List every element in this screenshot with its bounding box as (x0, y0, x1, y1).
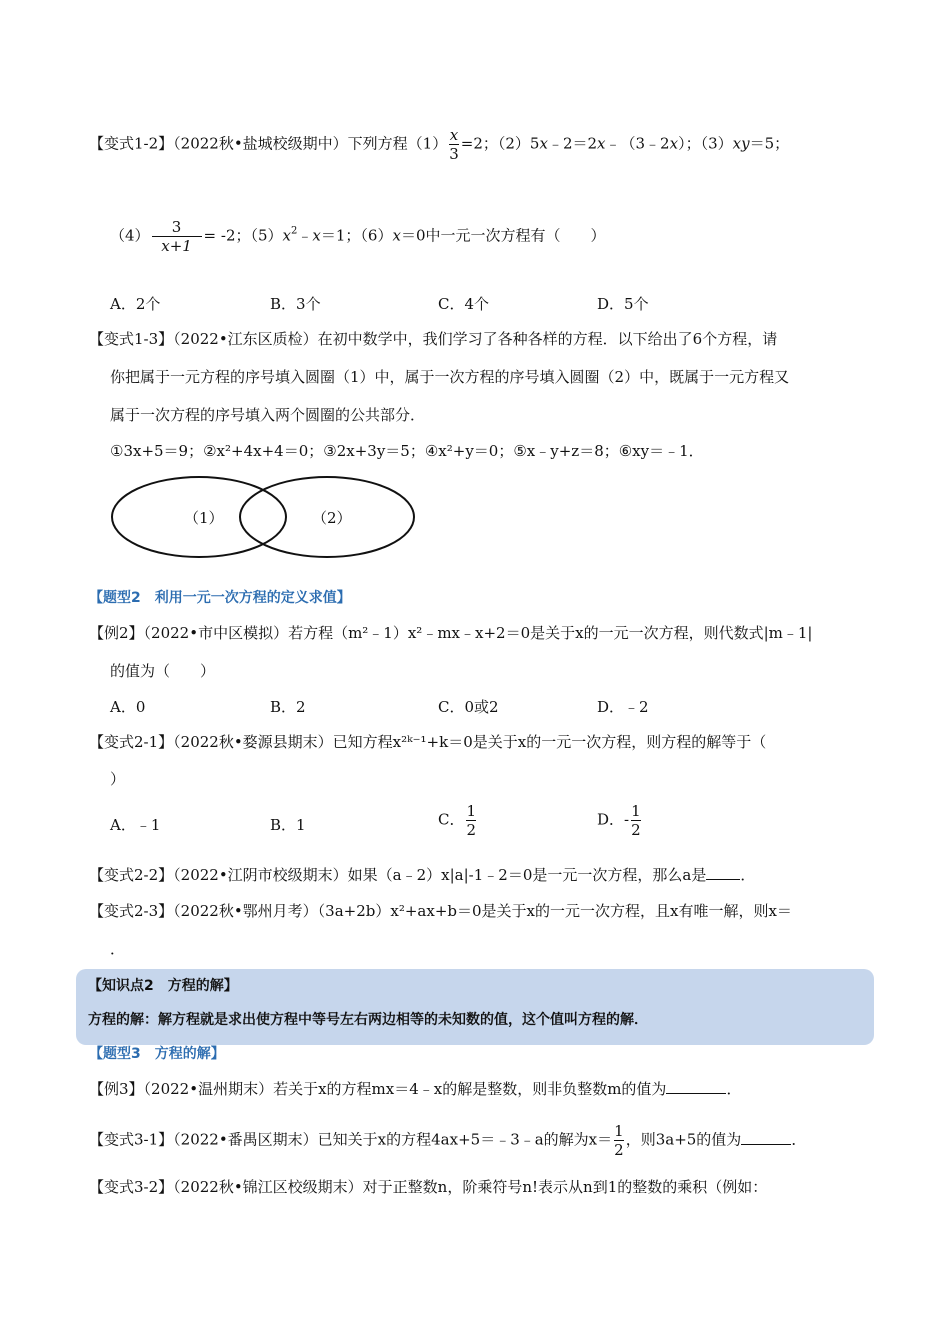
variant-2-3-line2: ． (110, 940, 126, 958)
variant-tag: 【变式1-2】 (89, 134, 174, 153)
variant-3-1-line1: 【变式3-1】（2022•番禺区期末）已知关于x的方程4ax+5＝﹣3﹣a的解为x＝ $\frac{1}{2}$ ，则3a+5的值为 ． (89, 1122, 807, 1159)
venn-label-2: （2） (312, 509, 352, 527)
option-b: B．3个 (270, 295, 321, 313)
variant-1-2-line2: （4） $\frac{3}{x+1}$ = -2；$(5)x^2﹣x=1$；（6）x＝0中一元一次方程有（ ） (110, 218, 606, 255)
variant-3-2-line1: 【变式3-2】（2022秋•锦江区校级期末）对于正整数n，阶乘符号n!表示从n到1的整数的乘积（例如： (89, 1178, 768, 1196)
option-b: B．1 (270, 816, 306, 834)
option-d: D．- $\frac{1}{2}$ (597, 802, 641, 839)
variant-1-3-line1: 【变式1-3】（2022•江东区质检）在初中数学中，我们学习了各种各样的方程．以下给出了6个方程，请 (89, 330, 778, 348)
option-c: C．0或2 (438, 698, 499, 716)
option-a: A．﹣1 (110, 816, 161, 834)
option-b: B．2 (270, 698, 306, 716)
venn-diagram (108, 472, 428, 562)
answer-blank (666, 1079, 726, 1094)
fraction-x-over-3: $\frac{x}{3}$ (449, 126, 459, 163)
variant-1-3-line3: 属于一次方程的序号填入两个圆圈的公共部分． (110, 406, 426, 424)
option-c: C．4个 (438, 295, 490, 313)
answer-blank (741, 1130, 791, 1145)
option-a: A．2个 (110, 295, 161, 313)
example-2-line2: 的值为（ ） (110, 662, 216, 680)
variant-2-3-line1: 【变式2-3】（2022秋•鄂州月考）（3a+2b）x²+ax+b＝0是关于x的一元一次方程，且x有唯一解，则x＝ (89, 902, 792, 920)
answer-blank (706, 865, 740, 880)
variant-1-3-line2: 你把属于一元方程的序号填入圆圈（1）中，属于一次方程的序号填入圆圈（2）中，既属于一元方程又 (110, 368, 790, 386)
example-3-line1: 【例3】（2022•温州期末）若关于x的方程mx＝4﹣x的解是整数，则非负整数m的值为 ． (89, 1080, 742, 1098)
option-c: C． $\frac{1}{2}$ (438, 802, 477, 839)
knowledge-point-box (76, 969, 874, 1045)
variant-2-2-line1: 【变式2-2】（2022•江阴市校级期末）如果（a﹣2）x|a|-1﹣2＝0是一元一次方程，那么a是 ． (89, 866, 756, 884)
equation-list: ①3x+5＝9；②x²+4x+4＝0；③2x+3y＝5；④x²+y＝0；⑤x﹣y+z＝8；⑥xy＝﹣1． (110, 442, 704, 460)
variant-2-1-line2: ） (110, 770, 126, 788)
venn-label-1: （1） (184, 509, 224, 527)
knowledge-point-body: 方程的解：解方程就是求出使方程中等号左右两边相等的未知数的值，这个值叫方程的解． (88, 1012, 648, 1028)
knowledge-point-title: 【知识点2 方程的解】 (88, 978, 238, 994)
fraction-3-over-x-plus-1: $\frac{3}{x+1}$ (152, 218, 202, 255)
example-2-line1: 【例2】（2022•市中区模拟）若方程（m²﹣1）x²﹣mx﹣x+2＝0是关于x的一元一次方程，则代数式|m﹣1| (89, 624, 813, 642)
section-heading-type2: 【题型2 利用一元一次方程的定义求值】 (89, 590, 351, 606)
section-heading-type3: 【题型3 方程的解】 (89, 1046, 225, 1062)
option-d: D．5个 (597, 295, 649, 313)
variant-2-1-line1: 【变式2-1】（2022秋•婺源县期末）已知方程x²ᵏ⁻¹+k＝0是关于x的一元一次方程，则方程的解等于（ (89, 733, 767, 751)
option-d: D．﹣2 (597, 698, 649, 716)
variant-1-2-line1: 【变式1-2】（2022秋•盐城校级期中）下列方程（1） $\frac{x}{3}$ =2；（2）5x﹣2＝2x﹣（3﹣2x）；（3）xy＝5； (89, 126, 790, 163)
fraction-one-half: $\frac{1}{2}$ (614, 1122, 624, 1159)
option-a: A．0 (110, 698, 146, 716)
